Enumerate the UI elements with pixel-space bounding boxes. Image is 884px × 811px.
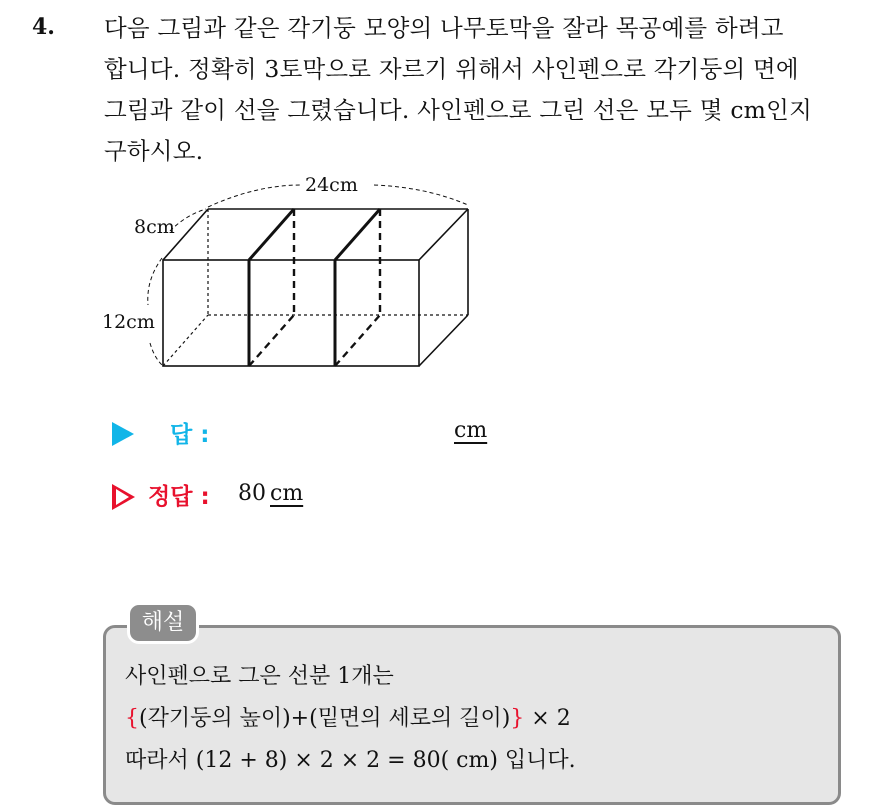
width-label: 8cm (134, 216, 175, 238)
dimension-arc-height (148, 258, 162, 305)
hidden-edge (163, 315, 208, 366)
marker-line-top (249, 209, 294, 260)
explanation-formula: (각기둥의 높이)+(밑면의 세로의 길이) (139, 706, 511, 731)
brace-open: { (125, 706, 139, 731)
correct-answer-value (238, 481, 303, 506)
dimension-arc-length (374, 185, 468, 205)
explanation-tag: 해설 (127, 602, 199, 644)
explanation-line: 따라서 (12 + 8) × 2 × 2 = 80( cm) 입니다. (125, 748, 576, 773)
explanation-line (125, 698, 576, 740)
marker-line-hidden (249, 315, 294, 366)
prism-figure (96, 165, 486, 385)
explanation-line: 사인펜으로 그은 선분 1개는 (125, 664, 394, 689)
play-triangle-icon (112, 422, 134, 446)
correct-answer-number: 80 (238, 481, 266, 506)
question-line: 그림과 같이 선을 그렸습니다. 사인펜으로 그린 선은 모두 몇 cm인지 (104, 96, 812, 124)
marker-line-top (335, 209, 380, 260)
dimension-arc-length (208, 185, 301, 207)
outline-triangle-icon (112, 484, 135, 510)
question-line: 합니다. 정확히 3토막으로 자르기 위해서 사인펜으로 각기둥의 면에 (104, 55, 799, 83)
question-number: 4. (32, 14, 55, 40)
explanation-multiplier: × 2 (524, 706, 571, 731)
prism-edge (419, 209, 468, 260)
height-label: 12cm (102, 311, 155, 333)
prism-edge (419, 315, 468, 366)
correct-answer-unit: cm (270, 481, 304, 506)
question-line: 구하시오. (104, 137, 204, 165)
explanation-text (125, 656, 576, 782)
dimension-arc-width (170, 209, 206, 231)
answer-unit: cm (454, 418, 488, 443)
brace-close: } (510, 706, 525, 731)
marker-line-hidden (335, 315, 380, 366)
question-line: 다음 그림과 같은 각기둥 모양의 나무토막을 잘라 목공예를 하려고 (104, 14, 784, 42)
question-text (104, 8, 864, 172)
length-label: 24cm (305, 174, 358, 196)
correct-answer-label: 정답 : (148, 484, 210, 510)
answer-label: 답 : (170, 422, 210, 448)
dimension-arc-height (150, 343, 162, 365)
